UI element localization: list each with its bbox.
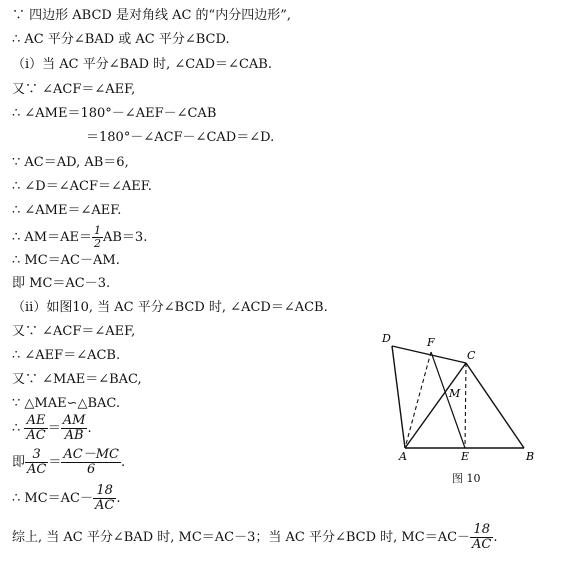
equals-sign: ＝ xyxy=(48,455,62,470)
text-line-15: ∴ ∠AEF＝∠ACB. xyxy=(12,348,121,363)
label-c: C xyxy=(467,349,476,362)
text-line-3: （i）当 AC 平分∠BAD 时, ∠CAD＝∠CAB. xyxy=(12,57,272,72)
text-line-2: ∴ AC 平分∠BAD 或 AC 平分∠BCD. xyxy=(12,32,230,47)
fraction-3-ac xyxy=(25,448,48,477)
fraction-num: AC－MC xyxy=(63,447,119,462)
segment-fe xyxy=(431,352,465,448)
text-line-21 xyxy=(12,523,498,552)
fraction-den: 6 xyxy=(87,462,96,477)
label-b: B xyxy=(526,450,535,463)
fraction-num: 3 xyxy=(25,448,48,463)
fraction-den: AC xyxy=(26,428,46,443)
fraction-acmc-6 xyxy=(61,448,121,477)
text-mc-result: ∴ MC＝AC－ xyxy=(12,491,93,506)
dashed-ce xyxy=(465,363,466,448)
fraction-18-ac-final xyxy=(470,523,493,552)
text-line-6: ＝180°－∠ACF－∠CAD＝∠D. xyxy=(86,130,275,145)
geometry-figure xyxy=(374,326,544,466)
fraction-num: 1 xyxy=(93,224,101,237)
text-line-1: ∵ 四边形 ABCD 是对角线 AC 的“内分四边形”, xyxy=(12,8,291,23)
period: . xyxy=(116,491,121,506)
period: . xyxy=(120,455,126,470)
fraction-ae-ac xyxy=(24,414,47,443)
fraction-num: AM xyxy=(62,413,86,428)
fraction-num: 18 xyxy=(470,523,493,538)
text-ab-3: AB＝3. xyxy=(102,230,148,245)
segment-ad xyxy=(392,346,405,448)
text-line-5: ∴ ∠AME＝180°－∠AEF－∠CAB xyxy=(12,106,217,121)
label-d: D xyxy=(382,332,391,345)
text-line-13: （ii）如图10, 当 AC 平分∠BCD 时, ∠ACD＝∠ACB. xyxy=(12,300,328,315)
figure-caption: 图 10 xyxy=(452,472,481,485)
segment-cb xyxy=(466,363,524,448)
period: . xyxy=(493,530,498,545)
fraction-den: AC xyxy=(95,498,115,513)
text-line-19 xyxy=(12,448,125,477)
label-f: F xyxy=(427,336,435,349)
period: . xyxy=(87,421,92,436)
text-line-7: ∵ AC＝AD, AB＝6, xyxy=(12,155,129,170)
segment-ac xyxy=(405,363,466,448)
fraction-num: AE xyxy=(24,414,47,429)
text-line-14: 又∵ ∠ACF＝∠AEF, xyxy=(12,324,136,339)
dashed-af xyxy=(405,352,431,448)
fraction-one-half xyxy=(92,225,103,250)
fraction-num: 18 xyxy=(93,484,116,499)
text-line-10 xyxy=(12,225,147,250)
text-ji: 即 xyxy=(12,455,26,470)
fraction-18-ac xyxy=(93,484,116,513)
text-line-18 xyxy=(12,414,92,443)
fraction-den: AC xyxy=(27,462,47,477)
text-line-9: ∴ ∠AME＝∠AEF. xyxy=(12,203,122,218)
text-line-12: 即 MC＝AC－3. xyxy=(12,276,111,291)
text-line-20 xyxy=(12,484,120,513)
text-line-11: ∴ MC＝AC－AM. xyxy=(12,253,120,268)
text-therefore: ∴ xyxy=(12,421,21,436)
label-e: E xyxy=(461,450,470,463)
text-am-ae: ∴ AM＝AE＝ xyxy=(12,230,92,245)
fraction-den: AB xyxy=(64,428,84,443)
text-line-8: ∴ ∠D＝∠ACF＝∠AEF. xyxy=(12,179,152,194)
label-a: A xyxy=(399,450,407,463)
fraction-am-ab xyxy=(61,414,88,443)
text-line-4: 又∵ ∠ACF＝∠AEF, xyxy=(12,82,136,97)
text-summary: 综上, 当 AC 平分∠BAD 时, MC＝AC－3；当 AC 平分∠BCD 时, MC＝AC－ xyxy=(12,530,471,545)
fraction-den: 2 xyxy=(93,237,101,250)
label-m: M xyxy=(449,387,461,400)
text-line-16: 又∵ ∠MAE＝∠BAC, xyxy=(12,372,142,387)
fraction-den: AC xyxy=(472,537,492,552)
equals-sign: ＝ xyxy=(47,421,61,436)
text-line-17: ∵ △MAE∽△BAC. xyxy=(12,396,121,411)
